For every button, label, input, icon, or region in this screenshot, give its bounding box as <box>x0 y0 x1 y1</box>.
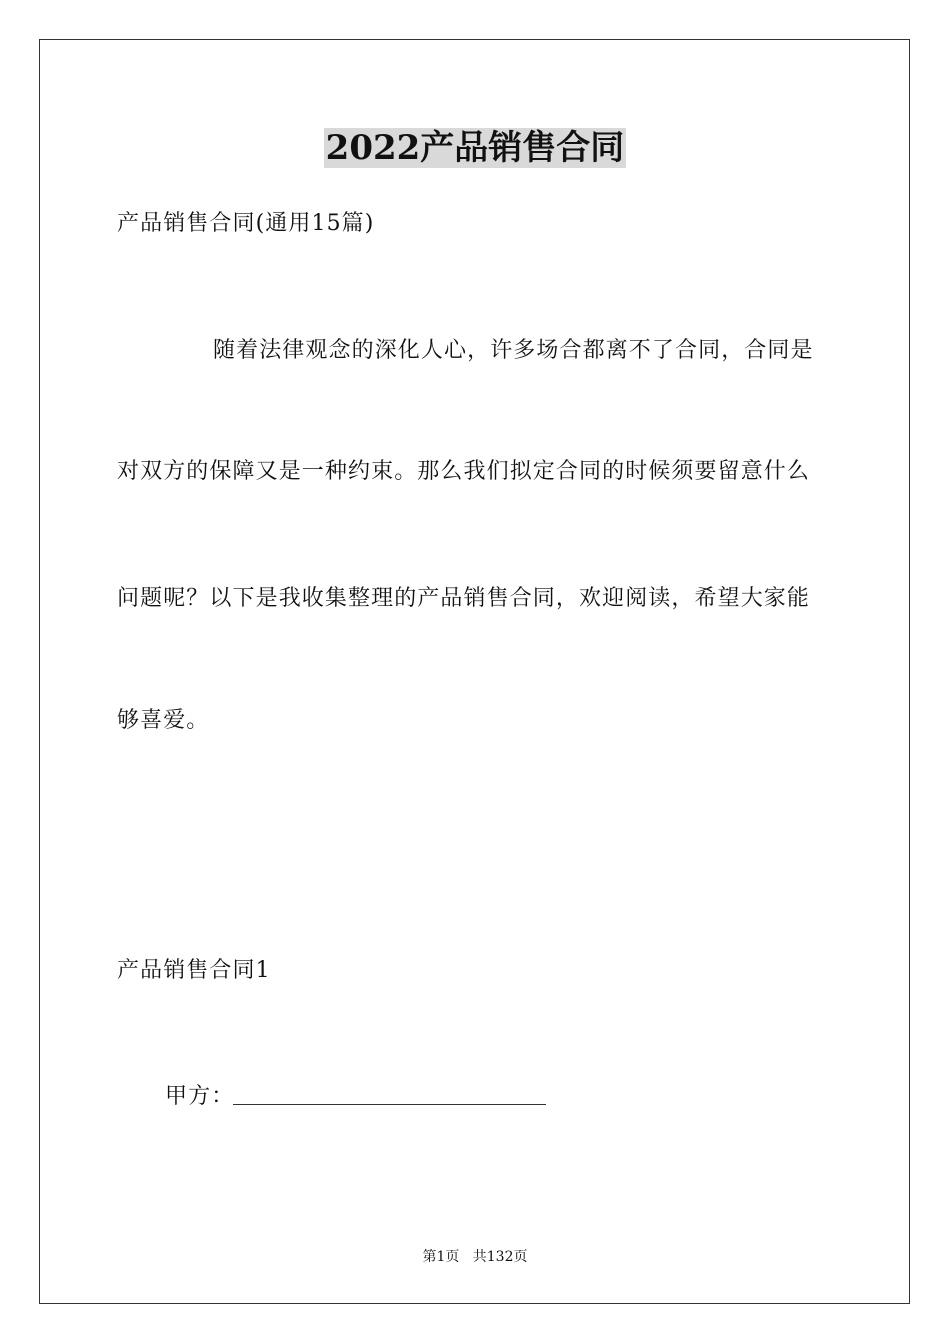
party-a-label: 甲方： <box>165 1084 235 1109</box>
intro-line-2: 对双方的保障又是一种约束。那么我们拟定合同的时候须要留意什么 <box>117 459 811 484</box>
intro-line-4: 够喜爱。 <box>117 708 210 733</box>
party-a-blank-line <box>233 1104 546 1105</box>
page-footer <box>0 1248 950 1266</box>
document-subtitle: 产品销售合同(通用15篇) <box>117 211 375 236</box>
section-heading: 产品销售合同1 <box>117 958 271 983</box>
document-title: 2022产品销售合同 <box>325 128 625 168</box>
intro-line-3: 问题呢？以下是我收集整理的产品销售合同，欢迎阅读，希望大家能 <box>117 586 811 611</box>
intro-line-1: 随着法律观念的深化人心，许多场合都离不了合同，合同是 <box>213 338 814 363</box>
page-number: 第1页 共132页 <box>422 1249 528 1265</box>
